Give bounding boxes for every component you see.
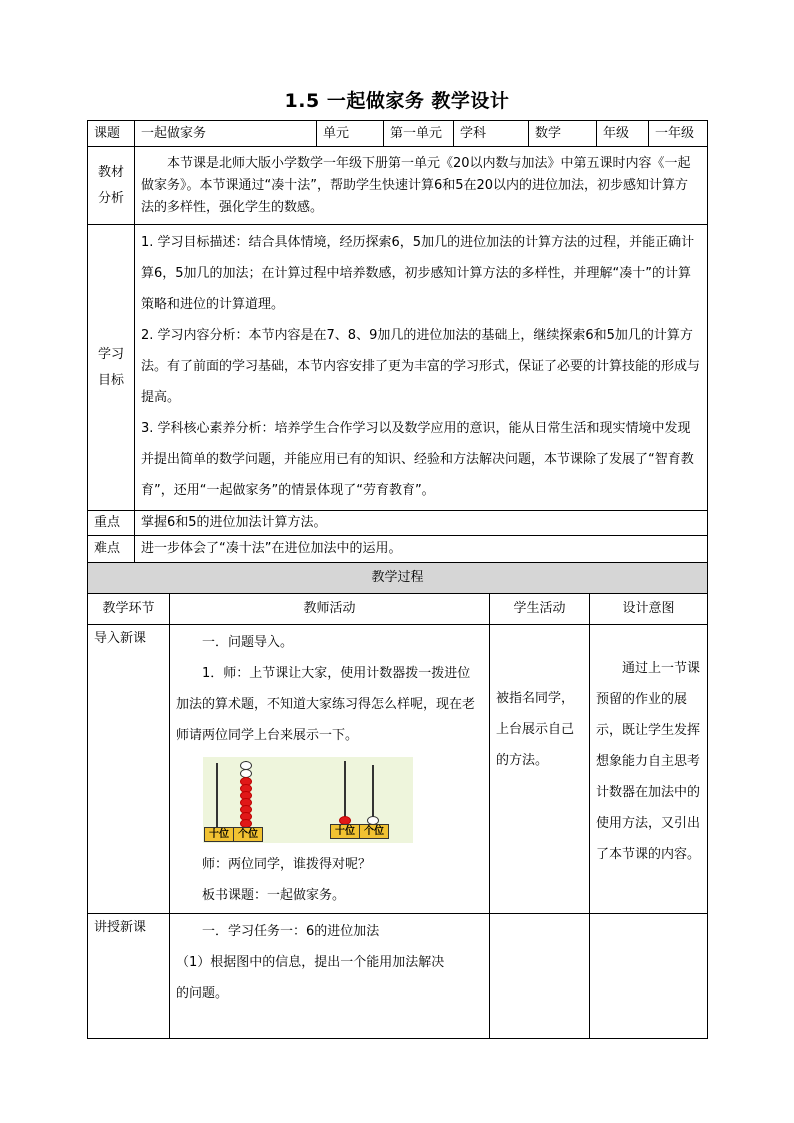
process-heading: 教学过程 bbox=[88, 563, 708, 594]
column-header-stage: 教学环节 bbox=[88, 594, 170, 625]
intro-board-title: 板书课题：一起做家务。 bbox=[202, 888, 346, 903]
abacus-ones-label: 个位 bbox=[233, 827, 263, 842]
intro-step-heading: 一．问题导入。 bbox=[202, 635, 294, 650]
intro-design-intent: 通过上一节课预留的作业的展示，既让学生发挥想象能力自主思考计数器在加法中的使用方法，又引出了本节课的内容。 bbox=[590, 625, 708, 914]
subject-label: 学科 bbox=[454, 121, 529, 147]
analysis-label: 教材分析 bbox=[88, 147, 135, 225]
abacus-image bbox=[203, 757, 413, 843]
new-student-activity bbox=[490, 914, 590, 1039]
objective-paragraph-3: 3. 学科核心素养分析：培养学生合作学习以及数学应用的意识，能从日常生活和现实情境中发现并提出简单的数学问题，并能应用已有的知识、经验和方法解决问题，本节课除了发展了“智育教育”，还用“一起做家务”的情景体现了“劳育教育”。 bbox=[141, 421, 694, 498]
column-header-student: 学生活动 bbox=[490, 594, 590, 625]
new-task-heading: 一．学习任务一：6的进位加法 bbox=[202, 924, 380, 939]
teaching-process-table bbox=[87, 562, 708, 1039]
intro-student-activity: 被指名同学，上台展示自己的方法。 bbox=[490, 625, 590, 914]
new-teacher-activity bbox=[170, 914, 490, 1039]
grade-value: 一年级 bbox=[649, 121, 708, 147]
key-point-label: 重点 bbox=[88, 511, 135, 536]
abacus-ones-label-2: 个位 bbox=[359, 824, 389, 839]
new-design-intent bbox=[590, 914, 708, 1039]
intro-question: 师：两位同学，谁拨得对呢？ bbox=[202, 857, 372, 872]
topic-value: 一起做家务 bbox=[135, 121, 317, 147]
analysis-text: 本节课是北师大版小学数学一年级下册第一单元《20以内数与加法》中第五课时内容《一起做家务》。本节课通过“凑十法”，帮助学生快速计算6和5在20以内的进位加法，初步感知计算方法的多样性，强化学生的数感。 bbox=[135, 147, 708, 225]
objectives-label: 学习目标 bbox=[88, 225, 135, 511]
new-task-step-1: （1）根据图中的信息，提出一个能用加法解决的问题。 bbox=[176, 955, 445, 1001]
grade-label: 年级 bbox=[597, 121, 649, 147]
objective-paragraph-2: 2. 学习内容分析：本节内容是在7、8、9加几的进位加法的基础上，继续探索6和5加几的计算方法。有了前面的学习基础，本节内容安排了更为丰富的学习形式，保证了必要的计算技能的形成与提高。 bbox=[141, 328, 701, 405]
document-title: 1.5 一起做家务 教学设计 bbox=[284, 90, 510, 112]
abacus-tens-label-2: 十位 bbox=[330, 824, 360, 839]
difficulty-label: 难点 bbox=[88, 536, 135, 563]
intro-step-1: 1．师：上节课让大家，使用计数器拨一拨进位加法的算术题，不知道大家练习得怎么样呢，现在老师请两位同学上台来展示一下。 bbox=[176, 666, 476, 743]
unit-value: 第一单元 bbox=[384, 121, 454, 147]
unit-label: 单元 bbox=[317, 121, 384, 147]
objectives-content bbox=[135, 225, 708, 511]
difficulty-text: 进一步体会了“凑十法”在进位加法中的运用。 bbox=[135, 536, 708, 563]
subject-value: 数学 bbox=[529, 121, 597, 147]
intro-stage: 导入新课 bbox=[88, 625, 170, 914]
objective-paragraph-1: 1. 学习目标描述：结合具体情境，经历探索6，5加几的进位加法的计算方法的过程，并能正确计算6，5加几的加法；在计算过程中培养数感，初步感知计算方法的多样性，并理解“凑十”的计算策略和进位的计算道理。 bbox=[141, 235, 695, 312]
column-header-teacher: 教师活动 bbox=[170, 594, 490, 625]
key-point-text: 掌握6和5的进位加法计算方法。 bbox=[135, 511, 708, 536]
course-info-table bbox=[87, 120, 708, 563]
topic-label: 课题 bbox=[88, 121, 135, 147]
column-header-intent: 设计意图 bbox=[590, 594, 708, 625]
abacus-tens-label: 十位 bbox=[204, 827, 234, 842]
intro-teacher-activity bbox=[170, 625, 490, 914]
new-stage: 讲授新课 bbox=[88, 914, 170, 1039]
